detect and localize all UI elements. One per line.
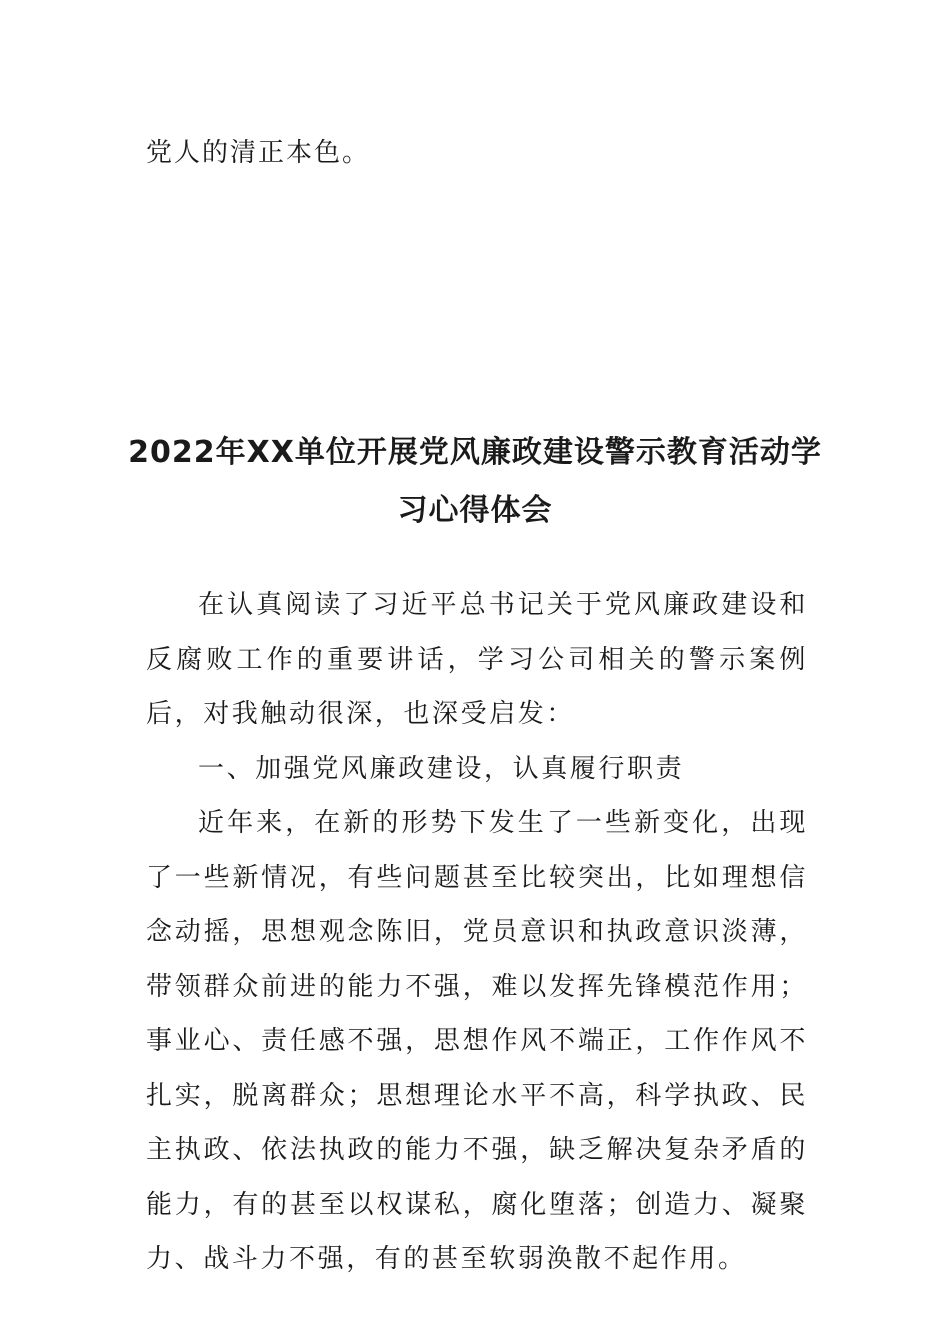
document-title: 2022年XX单位开展党风廉政建设警示教育活动学习心得体会 xyxy=(128,435,822,528)
paragraph-body: 近年来，在新的形势下发生了一些新变化，出现了一些新情况，有些问题甚至比较突出，比如理想信念动摇，思想观念陈旧，党员意识和执政意识淡薄，带领群众前进的能力不强，难以发挥先锋模范作用；事业心、责任感不强，思想作风不端正，工作作风不扎实，脱离群众；思想理论水平不高，科学执政、民主执政、依法执政的能力不强，缺乏解决复杂矛盾的能力，有的甚至以权谋私，腐化堕落；创造力、凝聚力、战斗力不强，有的甚至软弱涣散不起作用。 xyxy=(146,808,808,1274)
document-body xyxy=(146,578,808,1287)
section-heading: 一、加强党风廉政建设，认真履行职责 xyxy=(198,753,685,784)
carry-over-text: 党人的清正本色。 xyxy=(146,138,371,168)
paragraph-intro: 在认真阅读了习近平总书记关于党风廉政建设和反腐败工作的重要讲话，学习公司相关的警示案例后，对我触动很深，也深受启发： xyxy=(146,590,808,729)
